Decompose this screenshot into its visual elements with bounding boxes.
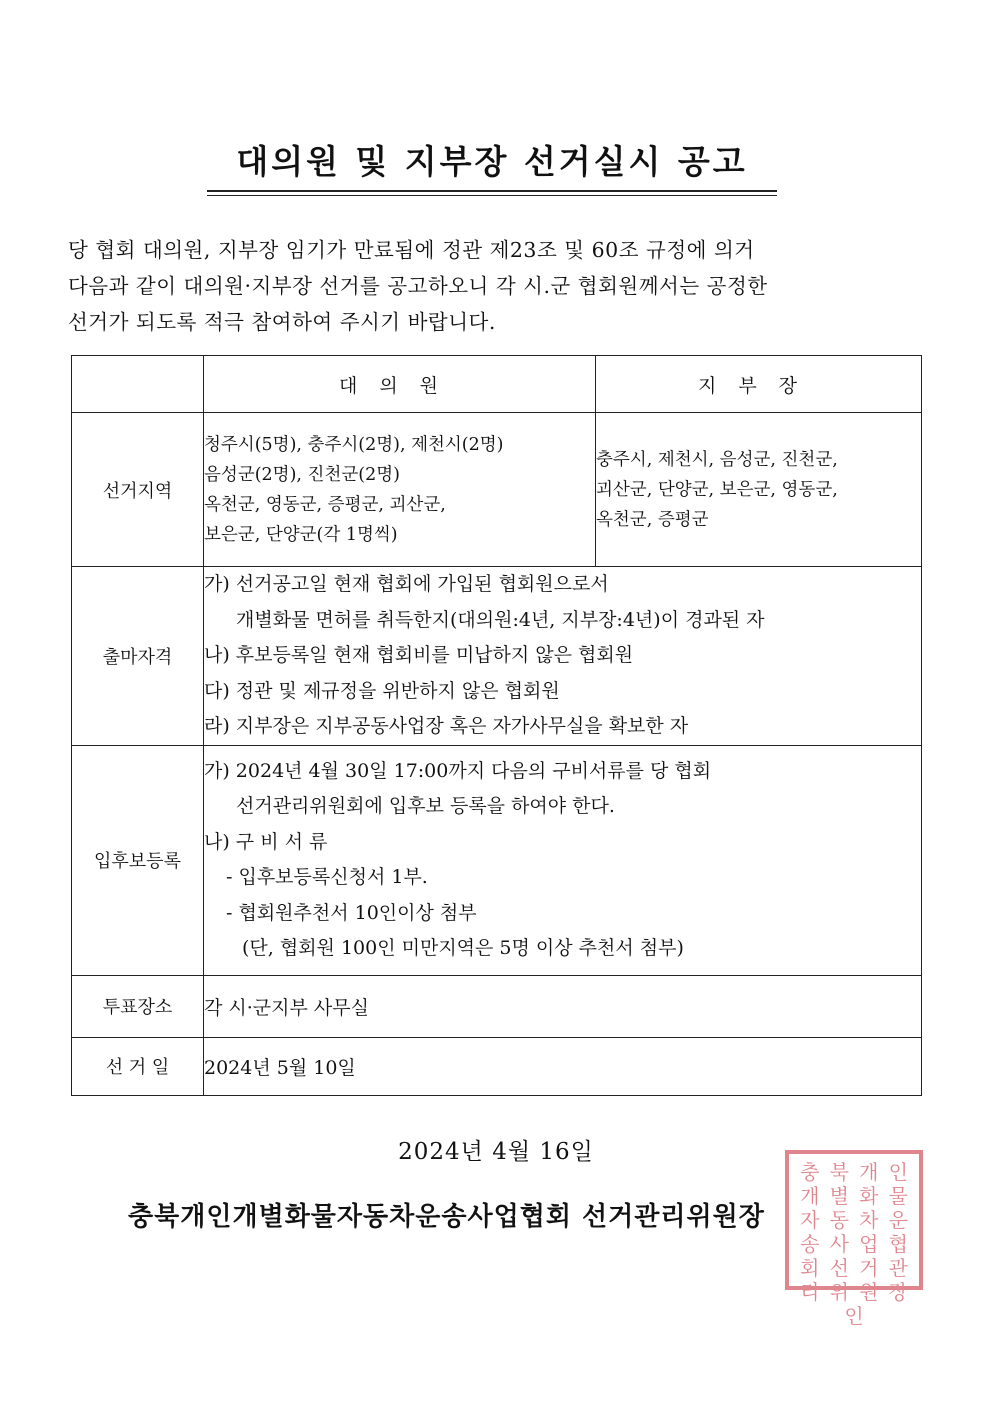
table-row-election-day — [72, 1037, 922, 1095]
intro-line: 선거가 되도록 적극 참여하여 주시기 바랍니다. — [68, 310, 496, 334]
seal-glyph: 자 — [800, 1208, 820, 1232]
region-delegates-line: 옥천군, 영동군, 증평군, 괴산군, — [204, 494, 446, 515]
region-branch-chiefs-cell — [596, 413, 922, 567]
seal-glyph: 장 — [888, 1280, 908, 1304]
table-header-row — [72, 356, 922, 413]
seal-glyph: 개 — [859, 1160, 879, 1184]
row-label-registration: 입후보등록 — [72, 745, 204, 975]
seal-glyph: 인 — [844, 1304, 864, 1328]
signer-name: 충북개인개별화물자동차운송사업협회 선거관리위원장 — [128, 1202, 765, 1232]
intro-line: 당 협회 대의원, 지부장 임기가 만료됨에 정관 제23조 및 60조 규정에 의거 — [68, 238, 755, 262]
intro-paragraph — [68, 232, 928, 340]
seal-glyph: 물 — [888, 1184, 908, 1208]
seal-glyph: 동 — [829, 1208, 849, 1232]
qualification-line: 나) 후보등록일 현재 협회비를 미납하지 않은 협회원 — [204, 644, 634, 666]
table-row-qualification — [72, 567, 922, 746]
seal-glyph: 위 — [829, 1280, 849, 1304]
election-day-value: 2024년 5월 10일 — [204, 1037, 922, 1095]
seal-glyph: 화 — [859, 1184, 879, 1208]
registration-line: 선거관리위원회에 입후보 등록을 하여야 한다. — [236, 795, 615, 817]
seal-glyph: 리 — [800, 1280, 820, 1304]
qualification-line: 개별화물 면허를 취득한지(대의원:4년, 지부장:4년)이 경과된 자 — [236, 608, 765, 631]
col-header-delegates: 대의원 — [204, 356, 596, 413]
title-underline — [207, 190, 777, 192]
seal-glyph: 송 — [800, 1232, 820, 1256]
row-label-polling-place: 투표장소 — [72, 975, 204, 1037]
region-branch-line: 괴산군, 단양군, 보은군, 영동군, — [596, 479, 838, 500]
polling-place-value: 각 시·군지부 사무실 — [204, 975, 922, 1037]
row-label-election-day: 선 거 일 — [72, 1037, 204, 1095]
seal-glyph: 회 — [800, 1256, 820, 1280]
seal-glyph: 차 — [859, 1208, 879, 1232]
region-delegates-line: 음성군(2명), 진천군(2명) — [204, 464, 400, 485]
seal-glyph: 별 — [829, 1184, 849, 1208]
registration-cell — [204, 745, 922, 975]
qualification-line: 다) 정관 및 제규정을 위반하지 않은 협회원 — [204, 679, 560, 702]
table-row-region — [72, 413, 922, 567]
qualification-line: 라) 지부장은 지부공동사업장 혹은 자가사무실을 확보한 자 — [204, 715, 689, 737]
seal-glyph: 선 — [829, 1256, 849, 1280]
election-table — [71, 355, 922, 1096]
table-row-polling-place — [72, 975, 922, 1037]
seal-glyph: 운 — [888, 1208, 908, 1232]
seal-glyph: 거 — [859, 1256, 879, 1280]
seal-glyph: 협 — [888, 1232, 908, 1256]
table-row-registration — [72, 745, 922, 975]
seal-glyph: 관 — [888, 1256, 908, 1280]
region-branch-line: 옥천군, 증평군 — [596, 509, 709, 530]
seal-glyph: 사 — [829, 1232, 849, 1256]
seal-glyph: 북 — [829, 1160, 849, 1184]
seal-glyph: 업 — [859, 1232, 879, 1256]
page-title: 대의원 및 지부장 선거실시 공고 — [236, 142, 748, 181]
region-delegates-line: 청주시(5명), 충주시(2명), 제천시(2명) — [204, 434, 504, 455]
title-block — [207, 140, 777, 198]
registration-line: - 입후보등록신청서 1부. — [226, 866, 428, 888]
seal-glyph: 원 — [859, 1280, 879, 1304]
row-label-qualification: 출마자격 — [72, 567, 204, 746]
qualification-cell — [204, 567, 922, 746]
registration-line: 가) 2024년 4월 30일 17:00까지 다음의 구비서류를 당 협회 — [204, 759, 712, 782]
seal-glyph: 인 — [888, 1160, 908, 1184]
notice-date: 2024년 4월 16일 — [398, 1139, 594, 1165]
intro-line: 다음과 같이 대의원·지부장 선거를 공고하오니 각 시.군 협회원께서는 공정한 — [68, 274, 768, 298]
registration-line: 나) 구 비 서 류 — [204, 830, 328, 853]
row-label-region: 선거지역 — [72, 413, 204, 567]
seal-glyph: 개 — [800, 1184, 820, 1208]
registration-line: (단, 협회원 100인 미만지역은 5명 이상 추천서 첨부) — [242, 937, 684, 959]
region-delegates-line: 보은군, 단양군(각 1명씩) — [204, 524, 398, 545]
qualification-line: 가) 선거공고일 현재 협회에 가입된 협회원으로서 — [204, 573, 609, 595]
region-branch-line: 충주시, 제천시, 음성군, 진천군, — [596, 449, 838, 470]
official-seal — [785, 1150, 923, 1328]
title-underline-thin — [207, 195, 777, 196]
seal-glyph: 충 — [800, 1160, 820, 1184]
corner-cell — [72, 356, 204, 413]
col-header-branch-chiefs: 지부장 — [596, 356, 922, 413]
registration-line: - 협회원추천서 10인이상 첨부 — [226, 901, 477, 924]
region-delegates-cell — [204, 413, 596, 567]
